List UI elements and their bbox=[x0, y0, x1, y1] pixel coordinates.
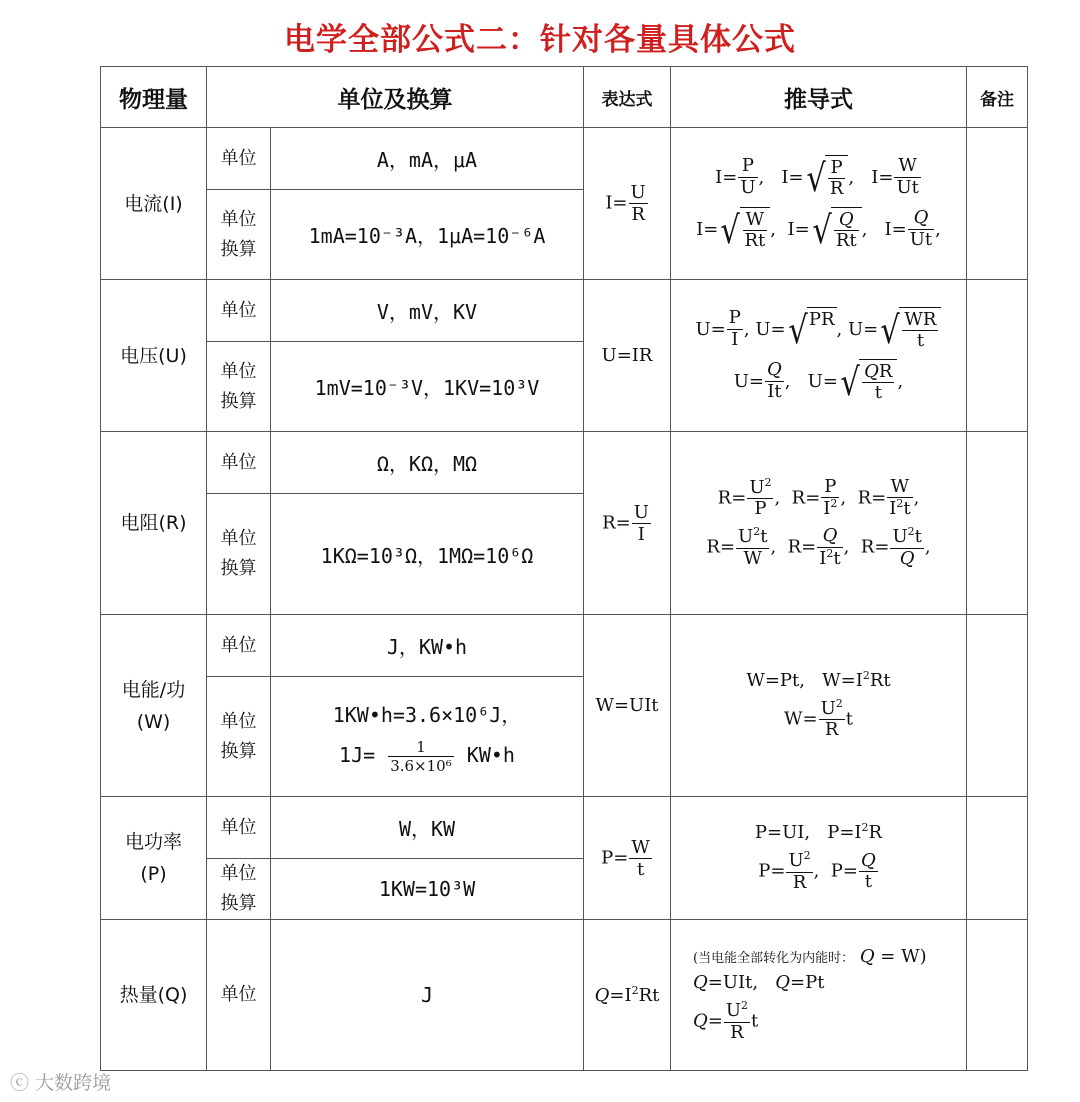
table-row bbox=[101, 432, 1028, 494]
conversion-value: 1mV=10⁻³V，1KV=10³V bbox=[271, 342, 584, 432]
formula-table bbox=[100, 66, 1028, 1071]
header-units: 单位及换算 bbox=[207, 67, 584, 128]
quantity-current: 电流(I) bbox=[101, 128, 207, 280]
unit-label: 单位 bbox=[207, 615, 271, 677]
conversion-line: 1J= $\frac{1}{\text{3.6×10⁶}}$ KW•h bbox=[339, 737, 515, 775]
header-derived: 推导式 bbox=[671, 67, 967, 128]
table-row bbox=[101, 280, 1028, 342]
expression-power: P= $\frac{W}{t}$ bbox=[584, 797, 671, 920]
unit-value: J bbox=[271, 920, 584, 1071]
unit-value: V，mV，KV bbox=[271, 280, 584, 342]
header-quantity: 物理量 bbox=[101, 67, 207, 128]
quantity-voltage: 电压(U) bbox=[101, 280, 207, 432]
expression-current: I= $\frac{U}{R}$ bbox=[584, 128, 671, 280]
derived-voltage: U= $\frac{P}{I}$ , U= √ PR , U= √ $\frac{WR}{t}$ U= $\frac{Q}{It}$ , U= √ $\frac{QR}{t}$ , bbox=[671, 280, 967, 432]
expression-heat: $Q=I^2Rt$ bbox=[584, 920, 671, 1071]
watermark-logo-icon: ⓒ bbox=[10, 1072, 30, 1094]
quantity-resistance: 电阻(R) bbox=[101, 432, 207, 615]
conversion-label: 单位 换算 bbox=[207, 494, 271, 615]
remark-cell bbox=[967, 128, 1028, 280]
quantity-energy: 电能/功 (W) bbox=[101, 615, 207, 797]
unit-value: J，KW•h bbox=[271, 615, 584, 677]
unit-value: W，KW bbox=[271, 797, 584, 859]
table-row bbox=[101, 128, 1028, 190]
derived-energy: W=Pt, $W=I^2Rt$ W= $\frac{U^2}{R}$ t bbox=[671, 615, 967, 797]
page-title: 电学全部公式二：针对各量具体公式 bbox=[284, 22, 796, 58]
unit-label: 单位 bbox=[207, 128, 271, 190]
expression-voltage: U=IR bbox=[584, 280, 671, 432]
table-row bbox=[101, 920, 1028, 1071]
unit-label: 单位 bbox=[207, 280, 271, 342]
conversion-label: 单位 换算 bbox=[207, 677, 271, 797]
conversion-line: 1KW•h=3.6×10⁶J， bbox=[332, 702, 522, 727]
conversion-label: 单位 换算 bbox=[207, 190, 271, 280]
watermark bbox=[10, 1068, 111, 1095]
watermark-text: 大数跨境 bbox=[35, 1072, 112, 1094]
derived-heat: (当电能全部转化为内能时： Q = W) Q=UIt, Q=Pt Q= $\frac{U^2}{R}$ t bbox=[671, 920, 967, 1071]
unit-label: 单位 bbox=[207, 920, 271, 1071]
unit-label: 单位 bbox=[207, 432, 271, 494]
remark-cell bbox=[967, 280, 1028, 432]
quantity-heat: 热量(Q) bbox=[101, 920, 207, 1071]
unit-value: Ω，KΩ，MΩ bbox=[271, 432, 584, 494]
derived-resistance: R= $\frac{U^2}{P}$ , R= $\frac{P}{I^2}$ , R= $\frac{W}{I^2t}$ , R= $\frac{U^2t}{W}$ , R= $\frac{Q}{I^2t}$ , R= $\frac{U^2t}{Q}$ , bbox=[671, 432, 967, 615]
unit-value: A，mA，μA bbox=[271, 128, 584, 190]
table-row bbox=[101, 797, 1028, 859]
header-expression: 表达式 bbox=[584, 67, 671, 128]
remark-cell bbox=[967, 920, 1028, 1071]
derived-power: P=UI, $P=I^2R$ P= $\frac{U^2}{R}$ , P= $\frac{Q}{t}$ bbox=[671, 797, 967, 920]
conversion-value: 1KW=10³W bbox=[271, 859, 584, 920]
conversion-value: 1KΩ=10³Ω，1MΩ=10⁶Ω bbox=[271, 494, 584, 615]
expression-resistance: R= $\frac{U}{I}$ bbox=[584, 432, 671, 615]
expression-energy: W=UIt bbox=[584, 615, 671, 797]
conversion-label: 单位 换算 bbox=[207, 342, 271, 432]
remark-cell bbox=[967, 432, 1028, 615]
derived-current: I= $\frac{P}{U}$ , I= √ $\frac{P}{R}$ , I= $\frac{W}{Ut}$ I= √ $\frac{W}{Rt}$ , I= √ $\frac{Q}{Rt}$ , I= $\frac{Q}{Ut}$ , bbox=[671, 128, 967, 280]
header-row bbox=[101, 67, 1028, 128]
heat-note: (当电能全部转化为内能时： bbox=[693, 950, 855, 966]
conversion-value bbox=[271, 677, 584, 797]
remark-cell bbox=[967, 615, 1028, 797]
remark-cell bbox=[967, 797, 1028, 920]
unit-label: 单位 bbox=[207, 797, 271, 859]
quantity-power: 电功率 (P) bbox=[101, 797, 207, 920]
table-row bbox=[101, 615, 1028, 677]
header-remark: 备注 bbox=[967, 67, 1028, 128]
conversion-label: 单位 换算 bbox=[207, 859, 271, 920]
conversion-value: 1mA=10⁻³A，1μA=10⁻⁶A bbox=[271, 190, 584, 280]
